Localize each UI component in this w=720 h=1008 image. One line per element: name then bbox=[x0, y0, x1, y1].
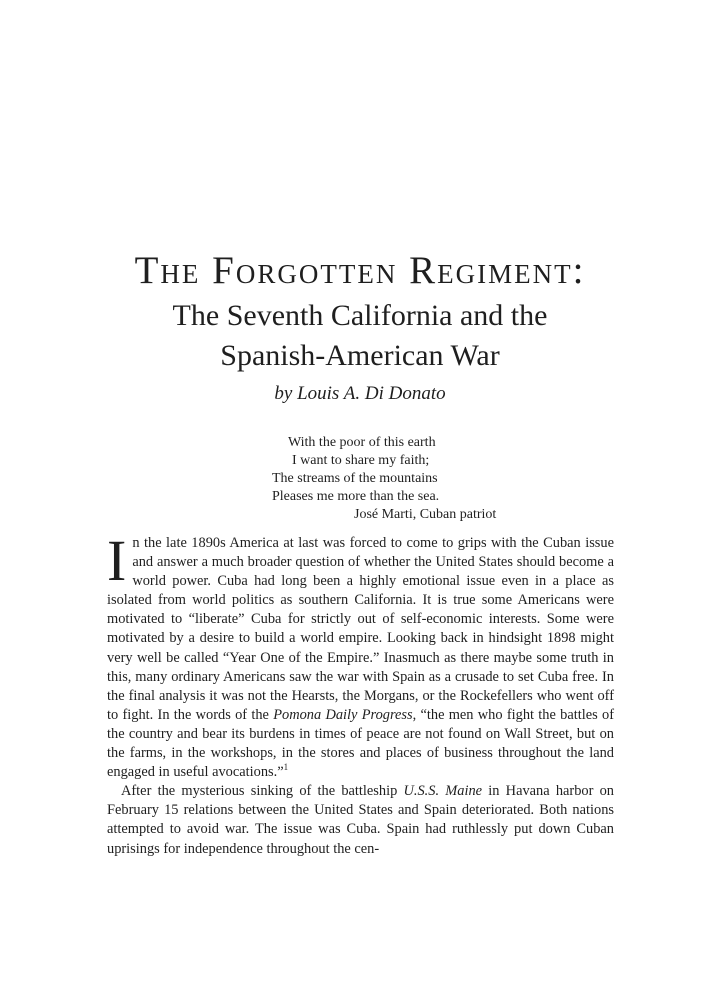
epigraph-line-2: I want to share my faith; bbox=[292, 453, 430, 468]
epigraph-line-4: Pleases me more than the sea. bbox=[272, 489, 440, 504]
author-byline: by Louis A. Di Donato bbox=[274, 383, 446, 404]
paragraph-1-text-a: n the late 1890s America at last was forced to come to grips with the Cuban issue and answer a much broader question of whether the United States should become a world power. Cuba had long been a highly emotional issue even in a place as isolated from world politics as southern California. It is true some Americans were motivated to “liberate” Cuba for strictly out of self-economic interests. Some were motivated by a desire to build a world empire. Looking back in hindsight 1898 might very well be called “Year One of the Empire.” Inasmuch as there maybe some truth in this, many ordinary Americans saw the war with Spain as a crusade to set Cuba free. In the final analysis it was not the Hearsts, the Morgans, or the Rockefellers who went off to fight. In the words of the bbox=[107, 535, 614, 723]
body-paragraph-1 bbox=[107, 528, 614, 782]
subtitle-line-1: The Seventh California and the bbox=[172, 299, 548, 332]
drop-cap: I bbox=[107, 528, 127, 593]
paragraph-2-text-b: in Havana harbor on February 15 relations between the United States and Spain deteriorated. Both nations attempted to avoid war. The issue was Cuba. Spain had ruthlessly put down Cuban uprisings for independence throughout the cen- bbox=[107, 783, 615, 857]
epigraph bbox=[270, 434, 570, 524]
epigraph-line-1: With the poor of this earth bbox=[288, 435, 436, 450]
newspaper-title: Pomona Daily Progress bbox=[273, 706, 413, 723]
paragraph-2-text-a: After the mysterious sinking of the battleship bbox=[121, 783, 404, 800]
epigraph-line-3: The streams of the mountains bbox=[272, 471, 438, 486]
article-title: The Forgotten Regiment: bbox=[134, 249, 586, 292]
ship-name: U.S.S. Maine bbox=[403, 783, 483, 800]
paragraph-1-text-b: , “the men who fight the battles of the country and bear its burdens in times of peace are not found on Wall Street, but on the farms, in the workshops, in the stores and places of business throughout the land engaged in useful avocations.” bbox=[107, 706, 614, 781]
subtitle-line-2: Spanish-American War bbox=[220, 339, 500, 372]
epigraph-attribution: José Marti, Cuban patriot bbox=[354, 507, 497, 522]
footnote-marker: 1 bbox=[283, 762, 289, 773]
body-paragraph-2 bbox=[107, 782, 614, 858]
article-body bbox=[107, 528, 615, 859]
article-subtitle bbox=[0, 296, 720, 376]
